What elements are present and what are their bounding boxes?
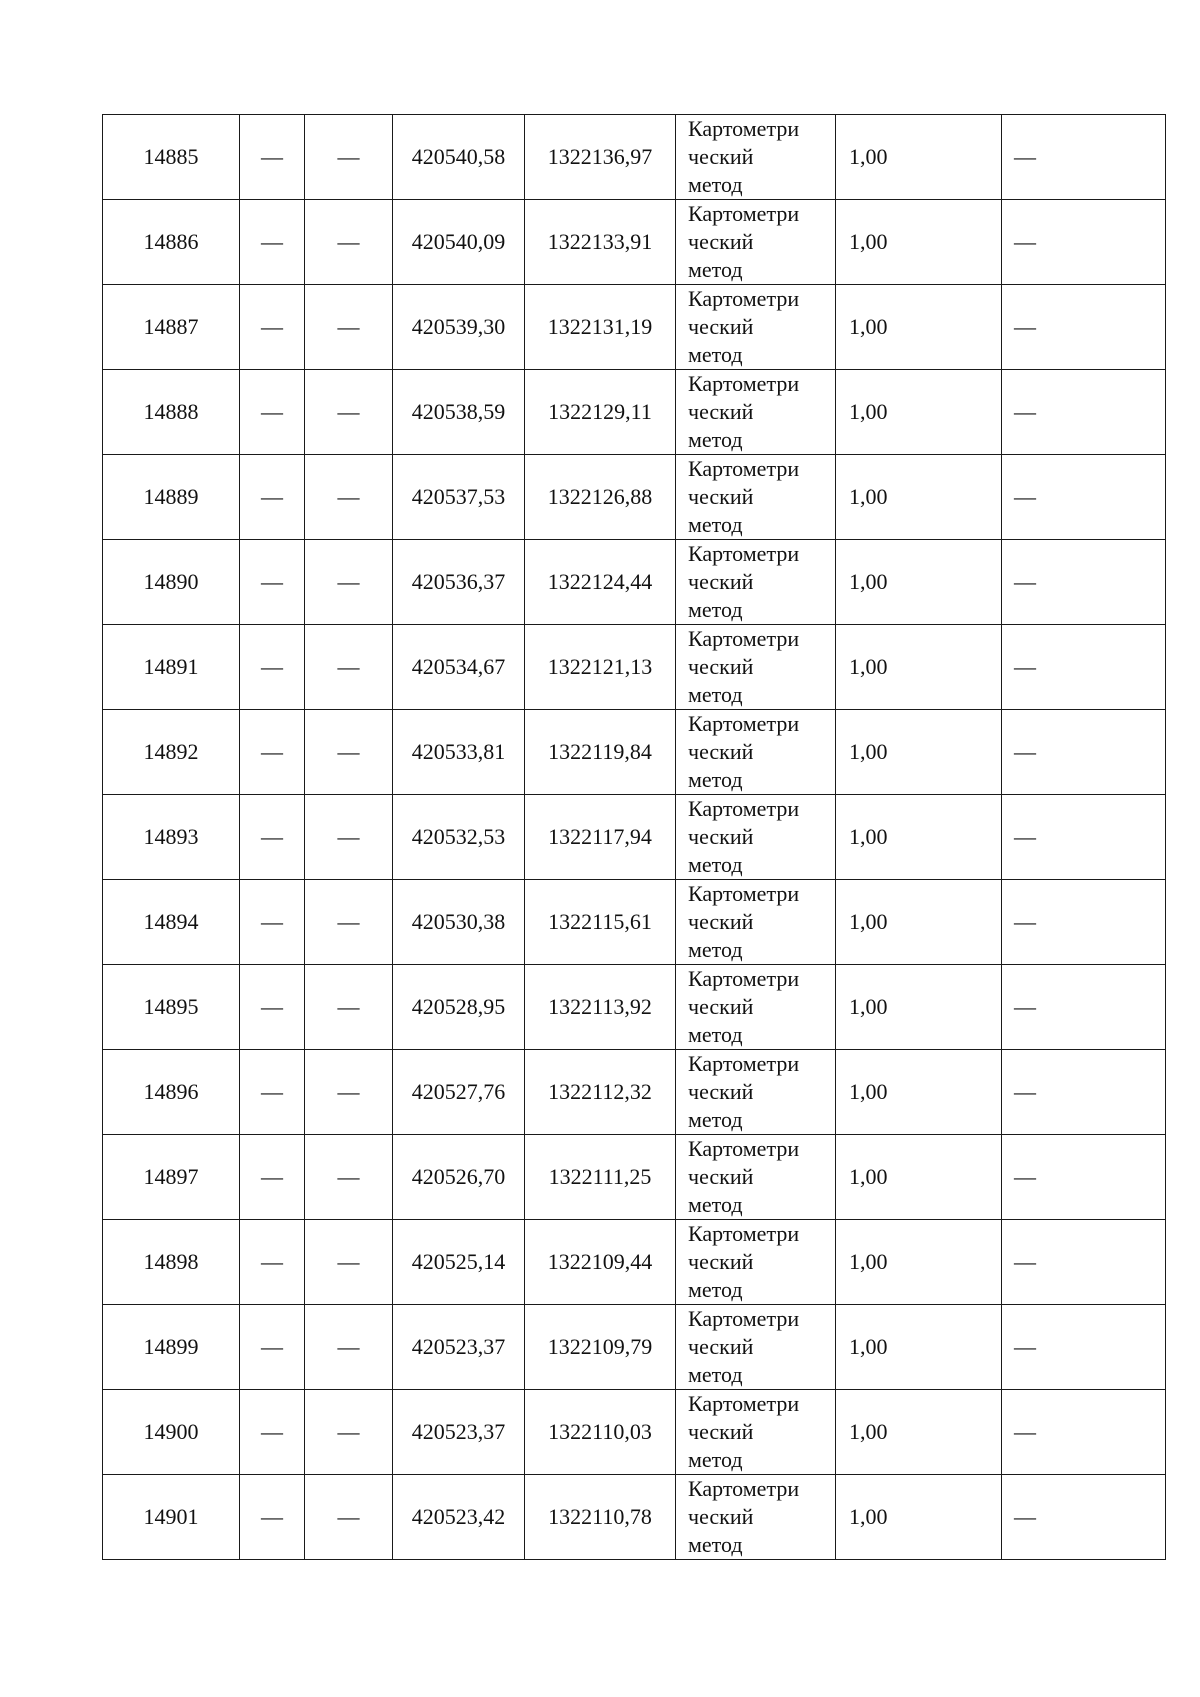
table-row — [103, 540, 1166, 625]
method-cell — [676, 1390, 836, 1475]
col2-dash-cell: — — [240, 1305, 305, 1390]
method-line: Картометри — [688, 796, 800, 821]
col3-dash-cell: — — [305, 1475, 393, 1560]
method-line: Картометри — [688, 1476, 800, 1501]
y-coordinate-cell: 1322109,79 — [525, 1305, 676, 1390]
x-coordinate-cell: 420528,95 — [393, 965, 525, 1050]
method-cell — [676, 540, 836, 625]
y-coordinate-cell: 1322110,78 — [525, 1475, 676, 1560]
method-line: ческий — [688, 1334, 754, 1359]
col2-dash-cell: — — [240, 1135, 305, 1220]
x-coordinate-cell: 420538,59 — [393, 370, 525, 455]
y-coordinate-cell: 1322129,11 — [525, 370, 676, 455]
point-number-cell: 14888 — [103, 370, 240, 455]
accuracy-cell: 1,00 — [836, 200, 1002, 285]
point-number-cell: 14896 — [103, 1050, 240, 1135]
col3-dash-cell: — — [305, 1135, 393, 1220]
method-line: метод — [688, 1107, 743, 1132]
method-cell — [676, 1135, 836, 1220]
col3-dash-cell: — — [305, 710, 393, 795]
method-line: ческий — [688, 144, 754, 169]
method-line: метод — [688, 1532, 743, 1557]
y-coordinate-cell: 1322121,13 — [525, 625, 676, 710]
method-line: метод — [688, 257, 743, 282]
y-coordinate-cell: 1322133,91 — [525, 200, 676, 285]
description-dash-cell: — — [1002, 710, 1166, 795]
accuracy-cell: 1,00 — [836, 795, 1002, 880]
col3-dash-cell: — — [305, 1050, 393, 1135]
description-dash-cell: — — [1002, 1050, 1166, 1135]
point-number-cell: 14898 — [103, 1220, 240, 1305]
x-coordinate-cell: 420533,81 — [393, 710, 525, 795]
method-line: Картометри — [688, 201, 800, 226]
point-number-cell: 14889 — [103, 455, 240, 540]
table-row — [103, 455, 1166, 540]
col2-dash-cell: — — [240, 540, 305, 625]
col2-dash-cell: — — [240, 1050, 305, 1135]
col2-dash-cell: — — [240, 965, 305, 1050]
x-coordinate-cell: 420526,70 — [393, 1135, 525, 1220]
method-line: Картометри — [688, 1306, 800, 1331]
method-line: ческий — [688, 1079, 754, 1104]
method-line: Картометри — [688, 711, 800, 736]
method-line: метод — [688, 342, 743, 367]
table-row — [103, 710, 1166, 795]
description-dash-cell: — — [1002, 370, 1166, 455]
method-cell — [676, 710, 836, 795]
y-coordinate-cell: 1322136,97 — [525, 115, 676, 200]
col2-dash-cell: — — [240, 115, 305, 200]
col3-dash-cell: — — [305, 795, 393, 880]
accuracy-cell: 1,00 — [836, 1135, 1002, 1220]
y-coordinate-cell: 1322124,44 — [525, 540, 676, 625]
description-dash-cell: — — [1002, 1305, 1166, 1390]
x-coordinate-cell: 420523,37 — [393, 1390, 525, 1475]
method-line: ческий — [688, 569, 754, 594]
y-coordinate-cell: 1322126,88 — [525, 455, 676, 540]
x-coordinate-cell: 420523,42 — [393, 1475, 525, 1560]
description-dash-cell: — — [1002, 540, 1166, 625]
point-number-cell: 14899 — [103, 1305, 240, 1390]
method-cell — [676, 1305, 836, 1390]
x-coordinate-cell: 420540,58 — [393, 115, 525, 200]
method-line: Картометри — [688, 1221, 800, 1246]
accuracy-cell: 1,00 — [836, 285, 1002, 370]
method-line: ческий — [688, 1164, 754, 1189]
coordinates-table — [102, 114, 1166, 1560]
col2-dash-cell: — — [240, 625, 305, 710]
x-coordinate-cell: 420527,76 — [393, 1050, 525, 1135]
col3-dash-cell: — — [305, 200, 393, 285]
col3-dash-cell: — — [305, 455, 393, 540]
x-coordinate-cell: 420534,67 — [393, 625, 525, 710]
accuracy-cell: 1,00 — [836, 880, 1002, 965]
description-dash-cell: — — [1002, 285, 1166, 370]
description-dash-cell: — — [1002, 880, 1166, 965]
y-coordinate-cell: 1322131,19 — [525, 285, 676, 370]
accuracy-cell: 1,00 — [836, 1390, 1002, 1475]
method-line: ческий — [688, 229, 754, 254]
x-coordinate-cell: 420536,37 — [393, 540, 525, 625]
method-cell — [676, 285, 836, 370]
method-cell — [676, 115, 836, 200]
method-line: Картометри — [688, 116, 800, 141]
col3-dash-cell: — — [305, 1390, 393, 1475]
method-line: ческий — [688, 654, 754, 679]
method-cell — [676, 455, 836, 540]
method-line: Картометри — [688, 966, 800, 991]
col2-dash-cell: — — [240, 455, 305, 540]
y-coordinate-cell: 1322115,61 — [525, 880, 676, 965]
table-body — [103, 115, 1166, 1560]
method-line: Картометри — [688, 881, 800, 906]
accuracy-cell: 1,00 — [836, 625, 1002, 710]
method-line: метод — [688, 767, 743, 792]
method-line: Картометри — [688, 1391, 800, 1416]
y-coordinate-cell: 1322119,84 — [525, 710, 676, 795]
description-dash-cell: — — [1002, 965, 1166, 1050]
accuracy-cell: 1,00 — [836, 540, 1002, 625]
description-dash-cell: — — [1002, 455, 1166, 540]
method-line: ческий — [688, 824, 754, 849]
col3-dash-cell: — — [305, 540, 393, 625]
method-cell — [676, 1050, 836, 1135]
x-coordinate-cell: 420523,37 — [393, 1305, 525, 1390]
col3-dash-cell: — — [305, 625, 393, 710]
col3-dash-cell: — — [305, 1220, 393, 1305]
method-cell — [676, 625, 836, 710]
accuracy-cell: 1,00 — [836, 1220, 1002, 1305]
description-dash-cell: — — [1002, 1390, 1166, 1475]
col2-dash-cell: — — [240, 200, 305, 285]
col3-dash-cell: — — [305, 1305, 393, 1390]
method-cell — [676, 880, 836, 965]
x-coordinate-cell: 420532,53 — [393, 795, 525, 880]
table-row — [103, 880, 1166, 965]
method-line: Картометри — [688, 541, 800, 566]
x-coordinate-cell: 420540,09 — [393, 200, 525, 285]
method-line: Картометри — [688, 1051, 800, 1076]
method-cell — [676, 965, 836, 1050]
y-coordinate-cell: 1322112,32 — [525, 1050, 676, 1135]
x-coordinate-cell: 420539,30 — [393, 285, 525, 370]
description-dash-cell: — — [1002, 1475, 1166, 1560]
col2-dash-cell: — — [240, 370, 305, 455]
point-number-cell: 14897 — [103, 1135, 240, 1220]
point-number-cell: 14891 — [103, 625, 240, 710]
method-line: ческий — [688, 399, 754, 424]
table-row — [103, 1220, 1166, 1305]
accuracy-cell: 1,00 — [836, 710, 1002, 795]
col3-dash-cell: — — [305, 370, 393, 455]
description-dash-cell: — — [1002, 1135, 1166, 1220]
y-coordinate-cell: 1322109,44 — [525, 1220, 676, 1305]
method-line: Картометри — [688, 456, 800, 481]
x-coordinate-cell: 420530,38 — [393, 880, 525, 965]
method-line: Картометри — [688, 626, 800, 651]
method-line: метод — [688, 682, 743, 707]
col3-dash-cell: — — [305, 880, 393, 965]
table-row — [103, 1305, 1166, 1390]
method-line: ческий — [688, 1419, 754, 1444]
accuracy-cell: 1,00 — [836, 1305, 1002, 1390]
method-line: метод — [688, 597, 743, 622]
point-number-cell: 14895 — [103, 965, 240, 1050]
table-row — [103, 285, 1166, 370]
point-number-cell: 14894 — [103, 880, 240, 965]
method-line: метод — [688, 852, 743, 877]
method-line: метод — [688, 1022, 743, 1047]
point-number-cell: 14893 — [103, 795, 240, 880]
table-row — [103, 795, 1166, 880]
table-row — [103, 115, 1166, 200]
method-cell — [676, 370, 836, 455]
method-line: метод — [688, 172, 743, 197]
y-coordinate-cell: 1322110,03 — [525, 1390, 676, 1475]
y-coordinate-cell: 1322113,92 — [525, 965, 676, 1050]
y-coordinate-cell: 1322117,94 — [525, 795, 676, 880]
table-row — [103, 1135, 1166, 1220]
method-line: ческий — [688, 314, 754, 339]
method-line: метод — [688, 937, 743, 962]
table-row — [103, 1390, 1166, 1475]
accuracy-cell: 1,00 — [836, 1475, 1002, 1560]
accuracy-cell: 1,00 — [836, 965, 1002, 1050]
col3-dash-cell: — — [305, 285, 393, 370]
col2-dash-cell: — — [240, 880, 305, 965]
col2-dash-cell: — — [240, 1390, 305, 1475]
description-dash-cell: — — [1002, 795, 1166, 880]
method-line: ческий — [688, 739, 754, 764]
method-line: метод — [688, 1447, 743, 1472]
method-line: Картометри — [688, 371, 800, 396]
description-dash-cell: — — [1002, 115, 1166, 200]
point-number-cell: 14890 — [103, 540, 240, 625]
method-line: метод — [688, 1277, 743, 1302]
accuracy-cell: 1,00 — [836, 455, 1002, 540]
point-number-cell: 14887 — [103, 285, 240, 370]
method-line: ческий — [688, 484, 754, 509]
method-line: метод — [688, 512, 743, 537]
description-dash-cell: — — [1002, 200, 1166, 285]
method-line: Картометри — [688, 1136, 800, 1161]
point-number-cell: 14885 — [103, 115, 240, 200]
point-number-cell: 14886 — [103, 200, 240, 285]
col2-dash-cell: — — [240, 1220, 305, 1305]
col2-dash-cell: — — [240, 710, 305, 795]
col3-dash-cell: — — [305, 965, 393, 1050]
method-cell — [676, 1220, 836, 1305]
table-row — [103, 200, 1166, 285]
table-row — [103, 1050, 1166, 1135]
col2-dash-cell: — — [240, 795, 305, 880]
table-row — [103, 370, 1166, 455]
description-dash-cell: — — [1002, 1220, 1166, 1305]
accuracy-cell: 1,00 — [836, 370, 1002, 455]
point-number-cell: 14900 — [103, 1390, 240, 1475]
col3-dash-cell: — — [305, 115, 393, 200]
table-row — [103, 1475, 1166, 1560]
method-cell — [676, 200, 836, 285]
col2-dash-cell: — — [240, 1475, 305, 1560]
method-line: ческий — [688, 994, 754, 1019]
description-dash-cell: — — [1002, 625, 1166, 710]
x-coordinate-cell: 420537,53 — [393, 455, 525, 540]
method-line: Картометри — [688, 286, 800, 311]
col2-dash-cell: — — [240, 285, 305, 370]
accuracy-cell: 1,00 — [836, 1050, 1002, 1135]
accuracy-cell: 1,00 — [836, 115, 1002, 200]
y-coordinate-cell: 1322111,25 — [525, 1135, 676, 1220]
table-row — [103, 965, 1166, 1050]
point-number-cell: 14892 — [103, 710, 240, 795]
method-line: ческий — [688, 1249, 754, 1274]
method-line: ческий — [688, 1504, 754, 1529]
method-line: метод — [688, 1362, 743, 1387]
method-line: ческий — [688, 909, 754, 934]
method-line: метод — [688, 1192, 743, 1217]
method-line: метод — [688, 427, 743, 452]
table-row — [103, 625, 1166, 710]
method-cell — [676, 795, 836, 880]
x-coordinate-cell: 420525,14 — [393, 1220, 525, 1305]
point-number-cell: 14901 — [103, 1475, 240, 1560]
method-cell — [676, 1475, 836, 1560]
